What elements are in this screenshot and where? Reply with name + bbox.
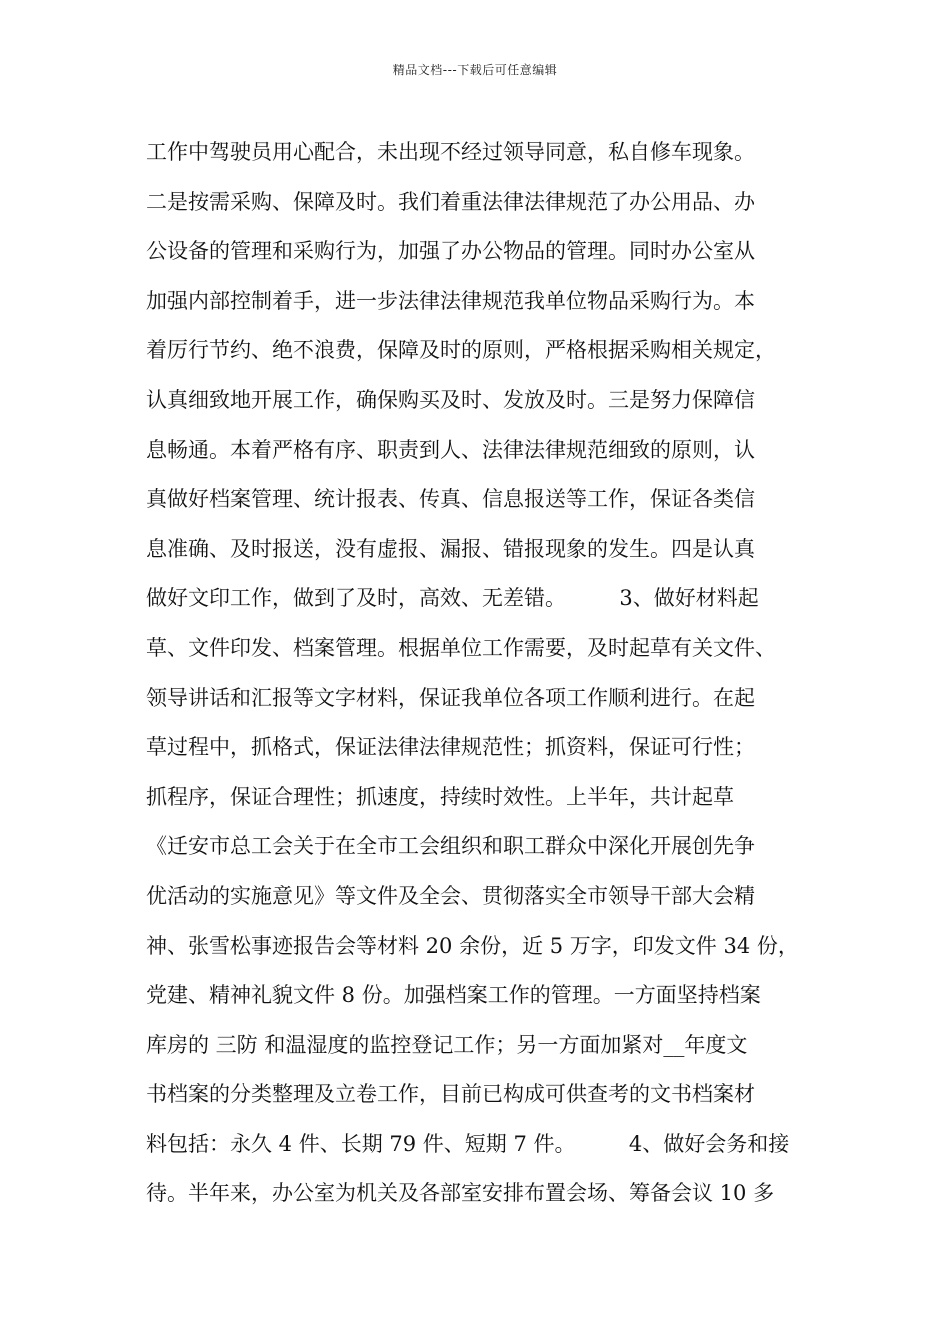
document-body <box>146 128 826 1219</box>
text-line: 公设备的管理和采购行为，加强了办公物品的管理。同时办公室从 <box>146 239 755 264</box>
text-line: 《迁安市总工会关于在全市工会组织和职工群众中深化开展创先争 <box>146 834 755 859</box>
text-line: 料包括：永久 4 件、长期 79 件、短期 7 件。 4、做好会务和接 <box>146 1131 790 1156</box>
text-line: 草过程中，抓格式，保证法律法律规范性；抓资料，保证可行性； <box>146 735 755 760</box>
text-line: 真做好档案管理、统计报表、传真、信息报送等工作，保证各类信 <box>146 487 755 512</box>
text-line: 着厉行节约、绝不浪费，保障及时的原则，严格根据采购相关规定， <box>146 338 776 363</box>
text-line: 书档案的分类整理及立卷工作，目前已构成可供查考的文书档案材 <box>146 1082 755 1107</box>
text-line: 优活动的实施意见》等文件及全会、贯彻落实全市领导干部大会精 <box>146 883 755 908</box>
text-line: 草、文件印发、档案管理。根据单位工作需要，及时起草有关文件、 <box>146 635 776 660</box>
text-line: 党建、精神礼貌文件 8 份。加强档案工作的管理。一方面坚持档案 <box>146 983 761 1008</box>
text-line: 待。半年来，办公室为机关及各部室安排布置会场、筹备会议 10 多 <box>146 1181 775 1206</box>
text-line: 领导讲话和汇报等文字材料，保证我单位各项工作顺利进行。在起 <box>146 685 755 710</box>
text-line: 抓程序，保证合理性；抓速度，持续时效性。上半年，共计起草 <box>146 784 734 809</box>
text-line: 二是按需采购、保障及时。我们着重法律法律规范了办公用品、办 <box>146 189 755 214</box>
text-line: 认真细致地开展工作，确保购买及时、发放及时。三是努力保障信 <box>146 387 755 412</box>
text-line: 库房的 三防 和温湿度的监控登记工作；另一方面加紧对__年度文 <box>146 1032 748 1057</box>
text-line: 神、张雪松事迹报告会等材料 20 余份，近 5 万字，印发文件 34 份， <box>146 933 799 958</box>
text-line: 息畅通。本着严格有序、职责到人、法律法律规范细致的原则，认 <box>146 437 755 462</box>
text-line: 工作中驾驶员用心配合，未出现不经过领导同意，私自修车现象。 <box>146 140 755 164</box>
text-line: 加强内部控制着手，进一步法律法律规范我单位物品采购行为。本 <box>146 288 755 313</box>
text-line: 做好文印工作，做到了及时，高效、无差错。 3、做好材料起 <box>146 586 759 611</box>
text-line: 息准确、及时报送，没有虚报、漏报、错报现象的发生。四是认真 <box>146 536 755 561</box>
page-header: 精品文档---下载后可任意编辑 <box>392 63 558 77</box>
